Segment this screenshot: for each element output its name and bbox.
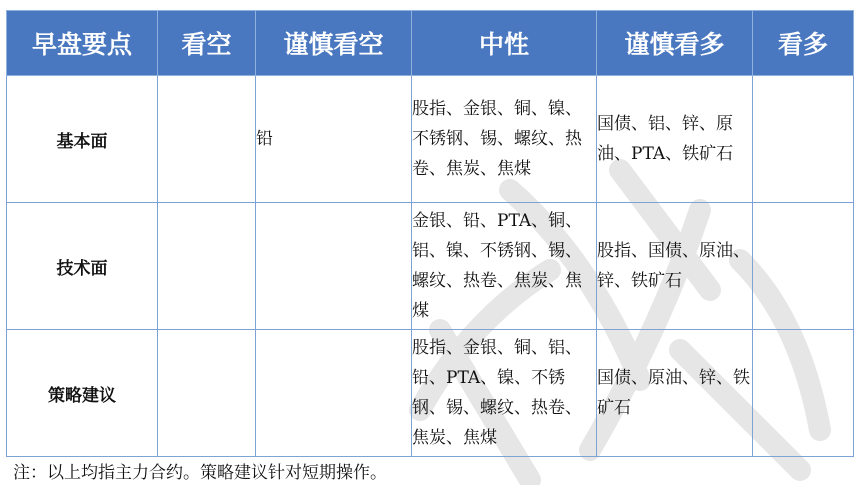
table-row-fundamentals	[7, 76, 854, 203]
cell-items: 股指、国债、原油、锌、铁矿石	[597, 241, 750, 291]
row-label: 技术面	[7, 203, 158, 330]
cell-bullish	[753, 203, 854, 330]
cell-items: 股指、金银、铜、铝、铅、PTA、镍、不锈钢、锡、螺纹、热卷、焦炭、焦煤	[412, 338, 582, 448]
cell-bearish	[158, 203, 256, 330]
cell-cautious-bullish	[597, 330, 753, 457]
row-label: 策略建议	[7, 330, 158, 457]
table-row-strategy	[7, 330, 854, 457]
cell-items: 铅	[256, 129, 273, 149]
cell-cautious-bearish	[256, 76, 412, 203]
row-label: 基本面	[7, 76, 158, 203]
cell-cautious-bearish	[256, 330, 412, 457]
cell-cautious-bullish	[597, 76, 753, 203]
cell-items: 股指、金银、铜、镍、不锈钢、锡、螺纹、热卷、焦炭、焦煤	[412, 99, 582, 179]
header-cell-neutral: 中性	[412, 11, 597, 76]
header-cell-cautious-bullish: 谨慎看多	[597, 11, 753, 76]
cell-bullish	[753, 330, 854, 457]
cell-bearish	[158, 330, 256, 457]
cell-items: 国债、铝、锌、原油、PTA、铁矿石	[597, 114, 734, 164]
cell-neutral	[412, 76, 597, 203]
cell-neutral	[412, 330, 597, 457]
header-cell-bearish: 看空	[158, 11, 256, 76]
cell-cautious-bullish	[597, 203, 753, 330]
cell-neutral	[412, 203, 597, 330]
cell-cautious-bearish	[256, 203, 412, 330]
table-header-row	[7, 11, 854, 76]
market-outlook-table	[6, 10, 854, 457]
cell-bullish	[753, 76, 854, 203]
header-cell-bullish: 看多	[753, 11, 854, 76]
cell-bearish	[158, 76, 256, 203]
header-cell-topic: 早盘要点	[7, 11, 158, 76]
table-row-technicals	[7, 203, 854, 330]
cell-items: 金银、铅、PTA、铜、铝、镍、不锈钢、锡、螺纹、热卷、焦炭、焦煤	[412, 211, 583, 321]
cell-items: 国债、原油、锌、铁矿石	[597, 368, 750, 418]
footnote: 注：以上均指主力合约。策略建议针对短期操作。	[13, 463, 387, 483]
header-cell-cautious-bearish: 谨慎看空	[256, 11, 412, 76]
